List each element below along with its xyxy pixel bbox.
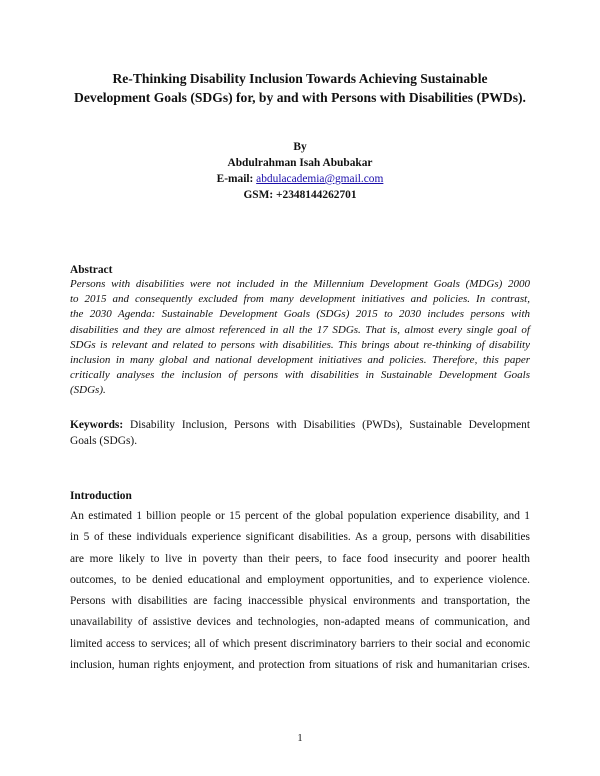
introduction-line: inclusion, human rights enjoyment, and protection from situations of risk and humanitarian crises. (70, 659, 530, 672)
introduction-line: Persons with disabilities are facing inaccessible physical environments and transportation, the (70, 595, 530, 608)
abstract-line: the 2030 Agenda: Sustainable Development Goals (SDGs) 2015 to 2030 includes persons with (70, 308, 530, 321)
abstract-line: Persons with disabilities were not included in the Millennium Development Goals (MDGs) 2000 (70, 278, 530, 290)
abstract-body (70, 277, 530, 399)
email-link[interactable]: abdulacademia@gmail.com (256, 173, 384, 185)
abstract-line: (SDGs). (70, 384, 106, 397)
introduction-line: outcomes, to be denied educational and employment opportunities, and to experience violence. (70, 573, 530, 586)
introduction-line: unavailability of assistive devices and technologies, non-adapted means of communication, and (70, 616, 530, 629)
by-label: By (293, 141, 307, 153)
keywords-line-1 (70, 417, 530, 433)
title-line-2: Development Goals (SDGs) for, by and with Persons with Disabilities (PWDs). (74, 90, 526, 105)
keywords-text-1: Disability Inclusion, Persons with Disabilities (PWDs), Sustainable Development (123, 419, 530, 431)
page-number: 1 (297, 733, 303, 744)
abstract-heading: Abstract (70, 264, 113, 276)
introduction-line: limited access to services; all of which present discriminatory barriers to their social and economic (70, 637, 530, 650)
author-name: Abdulrahman Isah Abubakar (227, 157, 373, 169)
introduction-line: are more likely to live in poverty than their peers, to face food insecurity and poorer health (70, 552, 530, 565)
email-label: E-mail: (216, 173, 257, 185)
keywords (70, 417, 530, 449)
email-line (60, 171, 540, 187)
author-block (60, 139, 540, 203)
abstract-line: disabilities and they are almost referenced in all the 17 SDGs. That is, almost every single goal of (70, 323, 530, 336)
keywords-label: Keywords: (70, 419, 124, 431)
introduction-heading: Introduction (70, 490, 132, 502)
introduction-line: in 5 of these individuals experience significant disabilities. As a group, persons with disabilities (70, 531, 530, 544)
paper-title (60, 69, 540, 107)
introduction-body (70, 506, 530, 676)
abstract-line: to 2015 and consequently excluded from many development initiatives and policies. In contrast, (70, 293, 530, 306)
abstract-line: inclusion in many global and national development initiatives and policies. Therefore, this paper (70, 354, 530, 367)
gsm-line: GSM: +2348144262701 (243, 189, 357, 201)
keywords-line-2: Goals (SDGs). (70, 435, 138, 447)
title-line-1: Re-Thinking Disability Inclusion Towards Achieving Sustainable (112, 71, 488, 86)
abstract-line: SDGs is relevant and related to persons with disabilities. This brings about re-thinking of disability (70, 338, 530, 351)
introduction-line: An estimated 1 billion people or 15 percent of the global population experience disability, and 1 (70, 510, 530, 522)
abstract-line: critically analyses the inclusion of persons with disabilities in Sustainable Development Goals (70, 369, 530, 382)
